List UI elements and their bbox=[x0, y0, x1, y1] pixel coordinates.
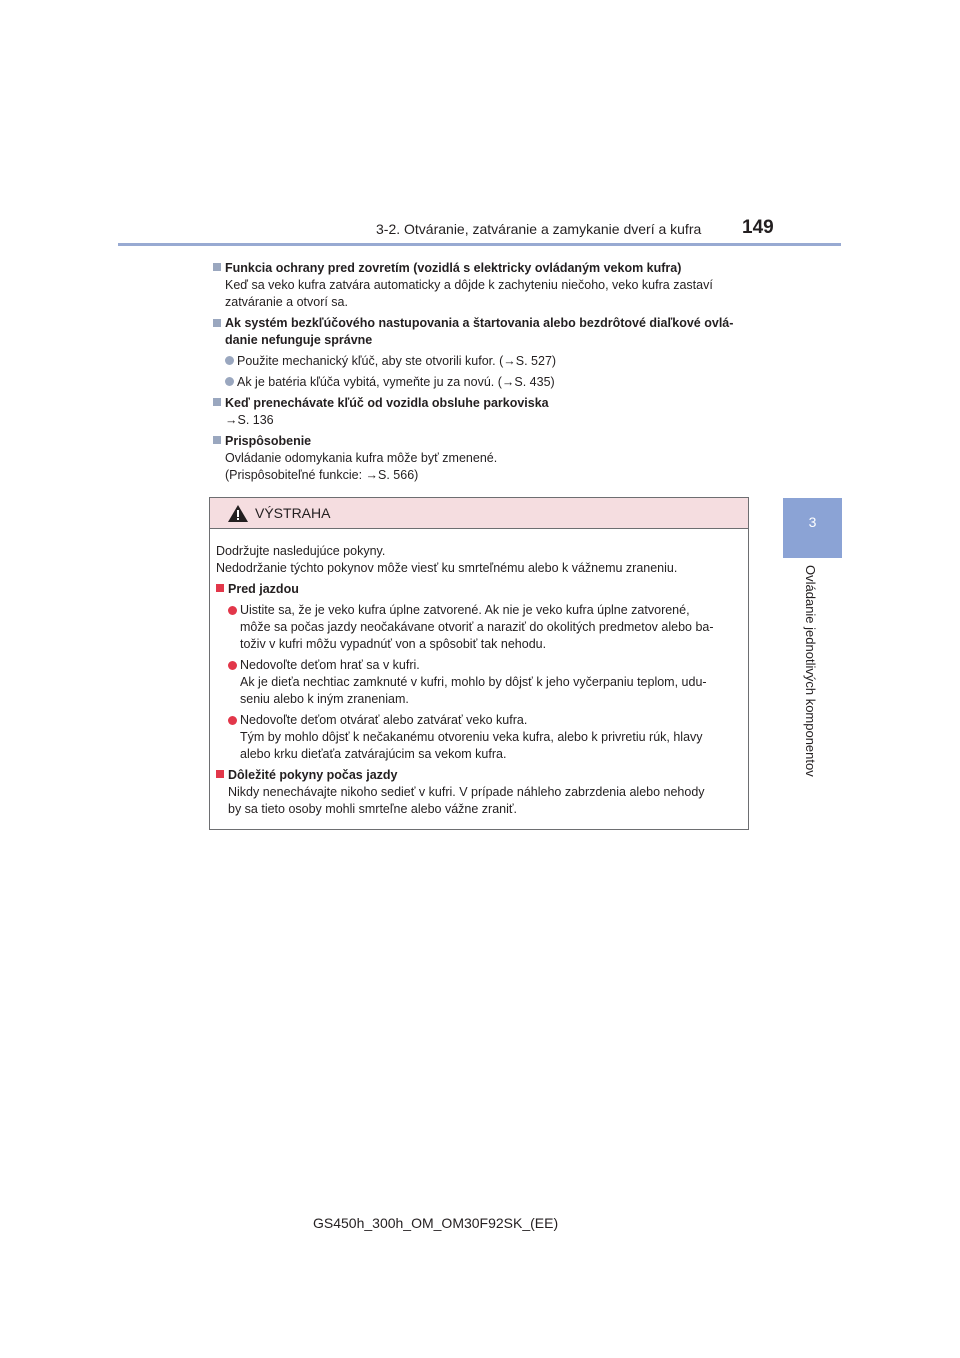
square-bullet-icon bbox=[216, 770, 224, 778]
section-heading-text: Keď prenechávate kľúč od vozidla obsluhe parkoviska bbox=[225, 396, 549, 410]
page-number: 149 bbox=[742, 217, 774, 238]
warning-bullet-line: Nedovoľte deťom hrať sa v kufri. bbox=[240, 658, 420, 672]
section-heading-text: Prispôsobenie bbox=[225, 434, 312, 448]
section-pinch-protection bbox=[213, 260, 753, 311]
round-bullet-icon bbox=[225, 356, 234, 365]
section-heading-line: danie nefunguje správne bbox=[225, 333, 373, 347]
section-body-line: Keď sa veko kufra zatvára automaticky a dôjde k zachyteniu niečoho, veko kufra zastaví bbox=[225, 278, 713, 292]
bullet-text: Ak je batéria kľúča vybitá, vymeňte ju za novú. (→S. 435) bbox=[237, 375, 555, 389]
warning-title: VÝSTRAHA bbox=[255, 505, 331, 521]
warning-box bbox=[209, 497, 749, 830]
round-bullet-icon bbox=[228, 661, 237, 670]
round-bullet-icon bbox=[228, 606, 237, 615]
section-body-line: zatváranie a otvorí sa. bbox=[225, 295, 348, 309]
main-content bbox=[213, 256, 753, 484]
section-heading bbox=[213, 315, 753, 349]
warning-group-heading bbox=[216, 767, 742, 784]
warning-bullet bbox=[216, 602, 742, 653]
warning-group-heading-text: Dôležité pokyny počas jazdy bbox=[228, 768, 398, 782]
warning-bullet-line: alebo krku dieťaťa zatvárajúcim sa vekom kufra. bbox=[240, 747, 507, 761]
warning-bullet-line: Tým by mohlo dôjsť k nečakanému otvoreniu veka kufra, alebo k privretiu rúk, hlavy bbox=[240, 730, 703, 744]
section-heading-line: Ak systém bezkľúčového nastupovania a štartovania alebo bezdrôtové diaľkové ovlá- bbox=[225, 316, 734, 330]
warning-bullet-line: toživ v kufri môžu vypadnúť von a spôsobiť tak nehodu. bbox=[240, 637, 547, 651]
square-bullet-icon bbox=[216, 584, 224, 592]
section-keyless-malfunction bbox=[213, 315, 753, 391]
warning-bullet-text bbox=[240, 657, 707, 708]
section-heading bbox=[213, 395, 753, 412]
section-heading bbox=[213, 260, 753, 277]
warning-header bbox=[210, 498, 748, 529]
section-heading-text bbox=[225, 315, 733, 349]
section-body bbox=[213, 277, 753, 311]
warning-intro-line: Dodržujte nasledujúce pokyny. bbox=[216, 544, 386, 558]
section-heading-text: Funkcia ochrany pred zovretím (vozidlá s elektricky ovládaným vekom kufra) bbox=[225, 261, 682, 275]
square-bullet-icon bbox=[213, 319, 221, 327]
header-rule bbox=[118, 243, 841, 246]
bullet-item bbox=[213, 374, 753, 391]
warning-bullet-line: Nedovoľte deťom otvárať alebo zatvárať veko kufra. bbox=[240, 713, 528, 727]
section-heading bbox=[213, 433, 753, 450]
warning-body-line: Nikdy nenechávajte nikoho sedieť v kufri. V prípade náhleho zabrzdenia alebo nehody bbox=[228, 785, 705, 799]
chapter-side-label bbox=[803, 565, 823, 805]
section-customization bbox=[213, 433, 753, 484]
warning-body-line: by sa tieto osoby mohli smrteľne alebo vážne zraniť. bbox=[228, 802, 518, 816]
warning-bullet-line: Ak je dieťa nechtiac zamknuté v kufri, mohlo by dôjsť k jeho vyčerpaniu teplom, udu- bbox=[240, 675, 707, 689]
warning-bullet bbox=[216, 657, 742, 708]
round-bullet-icon bbox=[225, 377, 234, 386]
warning-bullet-line: Uistite sa, že je veko kufra úplne zatvorené. Ak nie je veko kufra úplne zatvorené, bbox=[240, 603, 690, 617]
bullet-text: Použite mechanický kľúč, aby ste otvorili kufor. (→S. 527) bbox=[237, 354, 557, 368]
warning-group-body bbox=[216, 784, 742, 818]
section-body bbox=[213, 412, 753, 429]
page-reference: →S. 136 bbox=[225, 413, 274, 427]
header-title: 3-2. Otváranie, zatváranie a zamykanie dverí a kufra bbox=[376, 221, 702, 237]
warning-group-heading-text: Pred jazdou bbox=[228, 582, 299, 596]
chapter-tab-number: 3 bbox=[808, 514, 817, 530]
square-bullet-icon bbox=[213, 436, 221, 444]
chapter-tab bbox=[783, 498, 842, 558]
section-body-line: (Prispôsobiteľné funkcie: →S. 566) bbox=[225, 468, 419, 482]
warning-content bbox=[210, 529, 748, 818]
warning-bullet-text bbox=[240, 602, 714, 653]
warning-bullet-text bbox=[240, 712, 703, 763]
bullet-item bbox=[213, 353, 753, 370]
footer-code: GS450h_300h_OM_OM30F92SK_(EE) bbox=[313, 1215, 559, 1231]
warning-bullet-line: môže sa počas jazdy neočakávane otvoriť a naraziť do okolitých predmetov alebo ba- bbox=[240, 620, 714, 634]
square-bullet-icon bbox=[213, 263, 221, 271]
section-body bbox=[213, 450, 753, 484]
chapter-side-label-text: Ovládanie jednotlivých komponentov bbox=[803, 565, 818, 777]
round-bullet-icon bbox=[228, 716, 237, 725]
warning-triangle-icon bbox=[228, 505, 248, 522]
warning-intro-line: Nedodržanie týchto pokynov môže viesť ku smrteľnému alebo k vážnemu zraneniu. bbox=[216, 561, 678, 575]
warning-bullet-line: seniu alebo k iným zraneniam. bbox=[240, 692, 409, 706]
section-body-line: Ovládanie odomykania kufra môže byť zmenené. bbox=[225, 451, 498, 465]
warning-bullet bbox=[216, 712, 742, 763]
section-valet bbox=[213, 395, 753, 429]
square-bullet-icon bbox=[213, 398, 221, 406]
warning-group-heading bbox=[216, 581, 742, 598]
